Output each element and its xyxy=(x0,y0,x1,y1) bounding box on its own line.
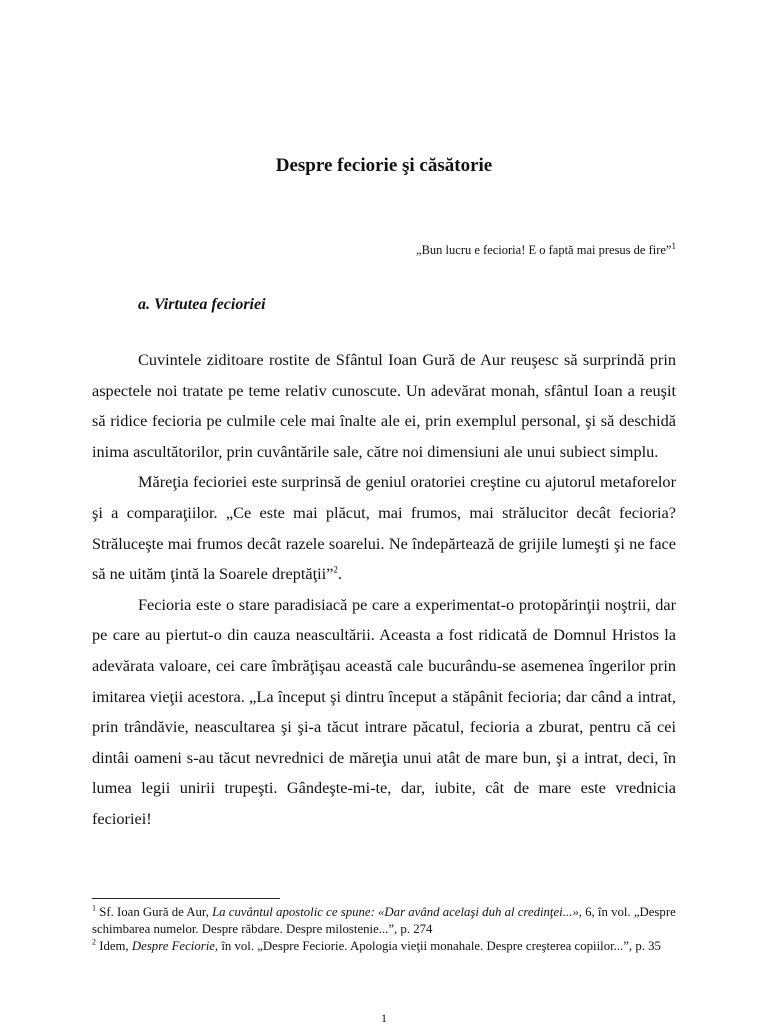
body-text xyxy=(92,345,676,835)
footnote-work-title: La cuvântul apostolic ce spune: «Dar având acelaşi duh al credinţei...» xyxy=(212,905,579,919)
section-heading: a. Virtutea fecioriei xyxy=(138,296,266,313)
footnote-ref-1[interactable]: 1 xyxy=(671,240,676,251)
paragraph xyxy=(92,345,676,467)
paragraph-text: Fecioria este o stare paradisiacă pe care a experimentat-o protopărinţii noştrii, dar pe care au piertut-o din cauza neascultării. Aceasta a fost ridicată de Domnul Hristos la adevărata valoare, cei care îmbrăţişau această cale bucurându-se asemenea îngerilor prin imitarea vieţii acestora. „La început şi dintru început a stăpânit fecioria; dar când a intrat, prin trândăvie, neascultarea şi şi-a tăcut intrare păcatul, fecioria a zburat, pentru că cei dintâi oameni s-au tăcut nevrednici de măreţia unui atât de mare bun, şi a intrat, deci, în lumea legii unirii trupeşti. Gândeşte-mi-te, dar, iubite, cât de mare este vrednicia fecioriei! xyxy=(92,594,676,828)
footnote-text: Idem, xyxy=(96,939,132,953)
document-title: Despre feciorie şi căsătorie xyxy=(275,155,493,176)
footnote-text: în vol. „Despre Feciorie. Apologia vieţii monahale. Despre creşterea copiilor...”, p. 35 xyxy=(218,939,661,953)
footnote xyxy=(92,938,676,955)
footnote-number: 2 xyxy=(92,937,96,947)
epigraph xyxy=(416,240,676,258)
paragraph xyxy=(92,467,676,589)
footnote xyxy=(92,904,676,938)
footnote-divider xyxy=(92,898,280,899)
footnote-number: 1 xyxy=(92,903,96,913)
footnote-text: , 6, în vol. „Despre schimbarea numelor. Despre răbdare. Despre milostenie...”, p. 274 xyxy=(92,905,676,936)
paragraph xyxy=(92,590,676,835)
page-number: 1 xyxy=(381,1011,387,1025)
footnote-text: Sf. Ioan Gură de Aur, xyxy=(96,905,213,919)
epigraph-text: „Bun lucru e fecioria! E o faptă mai presus de fire” xyxy=(416,243,672,257)
footnote-ref-2[interactable]: 2 xyxy=(333,564,338,575)
paragraph-text: Măreţia fecioriei este surprinsă de geniul oratoriei creştine cu ajutorul metaforelor şi a comparaţiilor. „Ce este mai plăcut, mai frumos, mai strălucitor decât fecioria? Străluceşte mai frumos decât razele soarelui. Ne îndepărtează de grijile lumeşti şi ne face să ne uităm ţintă la Soarele dreptăţii” xyxy=(92,472,676,584)
paragraph-end: . xyxy=(337,564,342,584)
footnotes xyxy=(92,904,676,955)
footnote-work-title: Despre Feciorie, xyxy=(131,939,219,953)
paragraph-text: Cuvintele ziditoare rostite de Sfântul Ioan Gură de Aur reuşesc să surprindă prin aspectele noi tratate pe teme relativ cunoscute. Un adevărat monah, sfântul Ioan a reuşit să ridice fecioria pe culmile cele mai înalte ale ei, prin exemplul personal, şi să deschidă inima ascultătorilor, prin cuvântările sale, către noi dimensiuni ale unui subiect simplu. xyxy=(92,350,676,461)
